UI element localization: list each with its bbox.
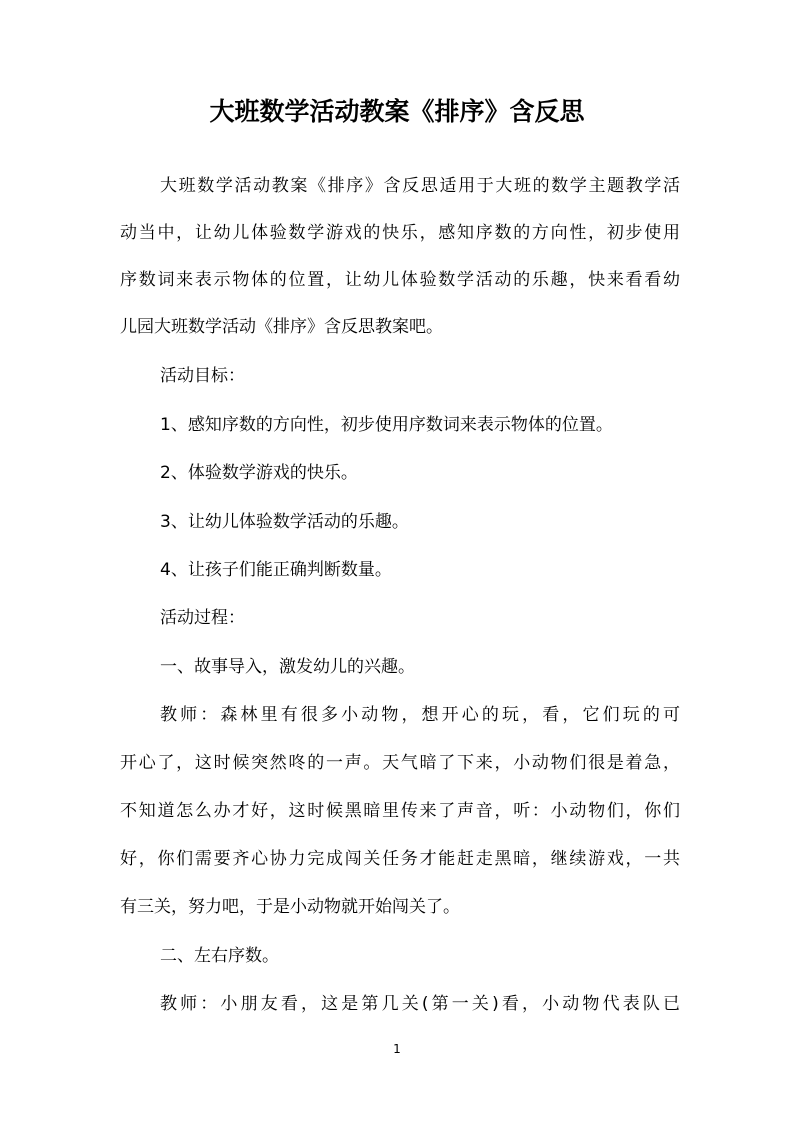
goal-item-4: 4、让孩子们能正确判断数量。 [160,560,392,580]
intro-line-4: 儿园大班数学活动《排序》含反思教案吧。 [120,317,443,337]
goal-item-3: 3、让幼儿体验数学活动的乐趣。 [160,512,409,532]
intro-line-3: 序数词来表示物体的位置，让幼儿体验数学活动的乐趣，快来看看幼 [120,270,680,290]
goals-heading: 活动目标： [160,366,245,386]
section1-line-2: 开心了，这时候突然咚的一声。天气暗了下来，小动物们很是着急， [120,753,680,773]
section1-line-1: 教师：森林里有很多小动物，想开心的玩，看，它们玩的可 [160,705,680,725]
section1-line-3: 不知道怎么办才好，这时候黑暗里传来了声音，听：小动物们，你们 [120,801,680,821]
intro-line-2: 动当中，让幼儿体验数学游戏的快乐，感知序数的方向性，初步使用 [120,223,680,243]
page-number: 1 [393,1042,401,1056]
goal-item-2: 2、体验数学游戏的快乐。 [160,463,358,483]
process-heading: 活动过程： [160,608,245,628]
intro-line-1: 大班数学活动教案《排序》含反思适用于大班的数学主题教学活 [160,176,680,196]
section1-line-4: 好，你们需要齐心协力完成闯关任务才能赶走黑暗，继续游戏，一共 [120,849,680,869]
goal-item-1: 1、感知序数的方向性，初步使用序数词来表示物体的位置。 [160,415,613,435]
document-title: 大班数学活动教案《排序》含反思 [209,97,585,126]
section2-heading: 二、左右序数。 [160,946,279,966]
section1-line-5: 有三关，努力吧，于是小动物就开始闯关了。 [120,897,460,917]
section1-heading: 一、故事导入，激发幼儿的兴趣。 [160,657,415,677]
section2-line-1: 教师：小朋友看，这是第几关(第一关)看，小动物代表队已 [160,994,680,1014]
